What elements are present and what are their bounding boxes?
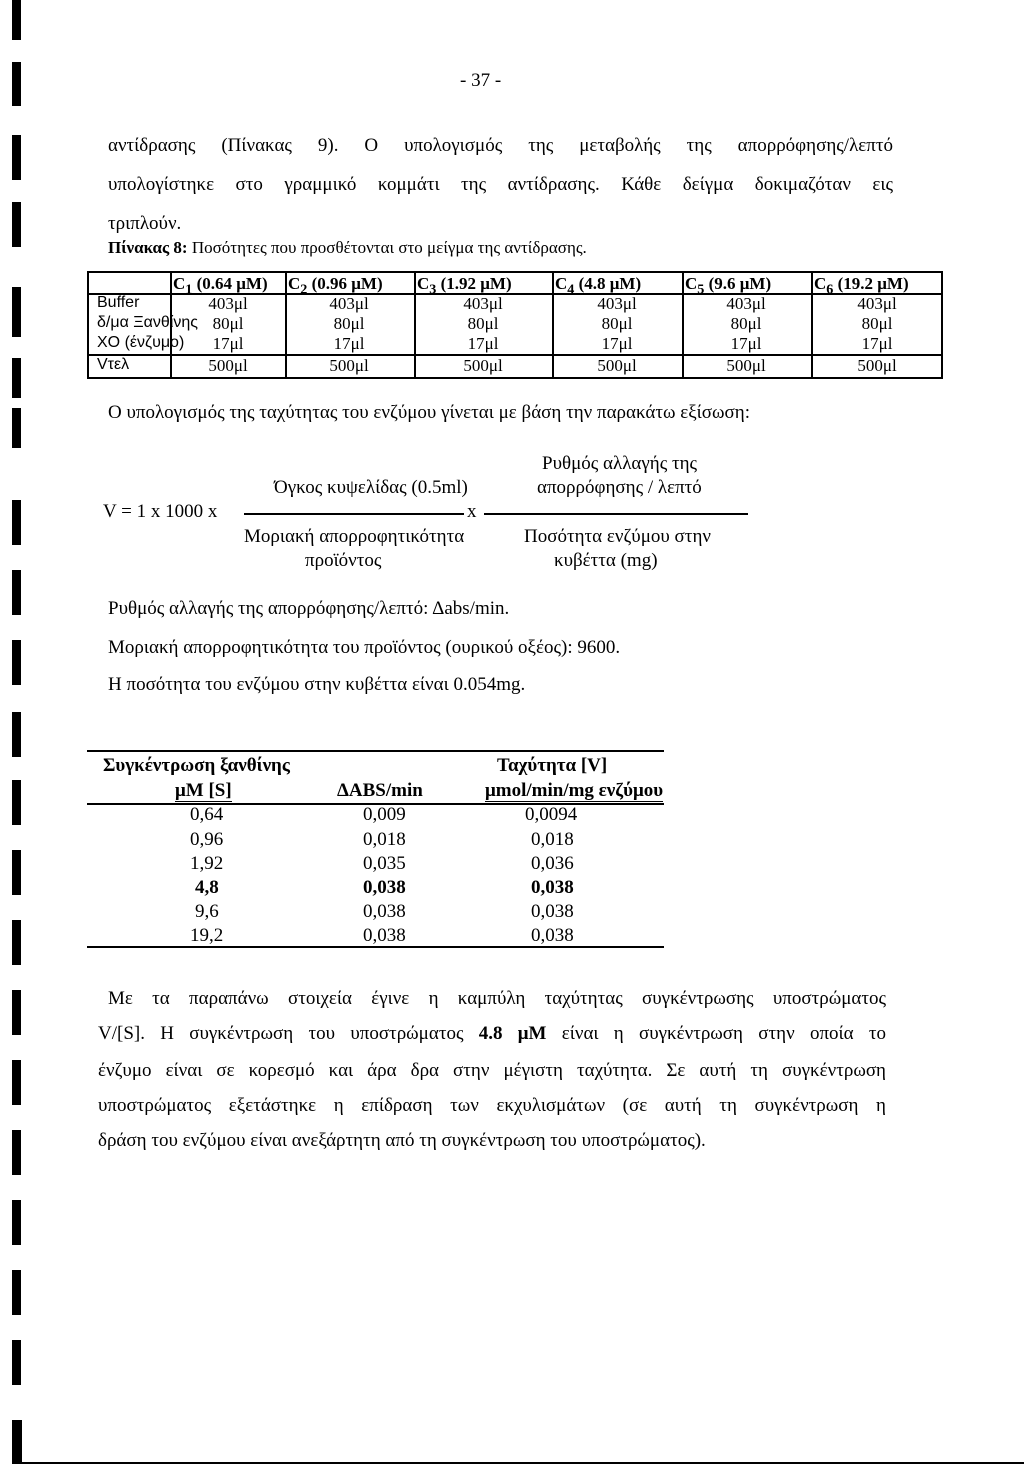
table9-header-dabs: ΔABS/min [337, 780, 423, 801]
scan-edge-bar [12, 570, 21, 615]
table9-cell-s: 9,6 [195, 901, 219, 922]
definition-line: Η ποσότητα του ενζύμου στην κυβέττα είναι 0.054mg. [108, 674, 526, 695]
table8-cell: 500μl [597, 356, 637, 375]
table8-cell: 80μl [730, 314, 762, 333]
table8-cell: 80μl [467, 314, 499, 333]
header-conc: (9.6 μM) [704, 274, 772, 293]
fraction-bar [484, 513, 748, 515]
table9-cell-dabs: 0,038 [363, 925, 406, 946]
table8-row-label: Buffer [97, 294, 140, 311]
table8-row-label: ΧΟ (ένζυμο) [97, 334, 185, 351]
table9-cell-v: 0,038 [531, 925, 574, 946]
header-subscript: 3 [429, 281, 437, 298]
table8-cell: 17μl [601, 334, 633, 353]
table8-cell: 80μl [861, 314, 893, 333]
equation-frac2-numerator: απορρόφησης / λεπτό [537, 477, 702, 498]
table8-cell: 403μl [329, 294, 369, 313]
equation-frac2-denominator: Ποσότητα ενζύμου στην [524, 526, 711, 547]
equation-frac2-numerator: Ρυθμός αλλαγής της [542, 453, 698, 474]
table8-cell: 403μl [857, 294, 897, 313]
equation-frac1-denominator: Μοριακή απορροφητικότητα [244, 526, 465, 547]
table9-cell-s: 4,8 [195, 877, 219, 898]
table9-cell-dabs: 0,038 [363, 901, 406, 922]
table9-cell-v: 0,018 [531, 829, 574, 850]
table8-cell: 17μl [467, 334, 499, 353]
scan-edge-bar [12, 202, 21, 247]
conclusion-line [98, 1095, 886, 1117]
scan-edge-bar [12, 850, 21, 895]
header-subscript: 4 [567, 281, 575, 298]
table8-cell: 80μl [601, 314, 633, 333]
table9-top-rule [87, 750, 664, 752]
table8-cell: 80μl [333, 314, 365, 333]
definition-line: Ρυθμός αλλαγής της απορρόφησης/λεπτό: Δabs/min. [108, 598, 510, 619]
scan-edge-bar [12, 920, 21, 965]
table8-border [87, 271, 89, 379]
header-conc: (0.64 μM) [192, 274, 268, 293]
table8-cell: 80μl [212, 314, 244, 333]
table8-cell: 500μl [726, 356, 766, 375]
scan-edge-bar [12, 1200, 21, 1245]
conclusion-line [98, 1023, 886, 1045]
scan-edge-bar [12, 640, 21, 685]
table8-cell: 17μl [730, 334, 762, 353]
header-conc: (4.8 μM) [574, 274, 642, 293]
table9-cell-v: 0,036 [531, 853, 574, 874]
header-symbol: C [173, 274, 186, 293]
table8-caption-label: Πίνακας 8: [108, 238, 188, 257]
table9-cell-dabs: 0,018 [363, 829, 406, 850]
table8-border [811, 271, 813, 379]
table8-border [285, 271, 287, 379]
table8-row-label: δ/μα Ξανθίνης [97, 314, 198, 331]
table8-border [682, 271, 684, 379]
table9-cell-dabs: 0,038 [363, 877, 406, 898]
table9-header-s-unit-text: μM [S] [175, 780, 232, 801]
conclusion-concentration: 4.8 μM [478, 1023, 547, 1044]
table8-border [87, 377, 943, 379]
conclusion-text: Με τα παραπάνω στοιχεία έγινε η καμπύλη ταχύτητας συγκέντρωσης υποστρώματος [108, 988, 886, 1009]
table9-header-v-unit-text: μmol/min/mg ενζύμου [485, 780, 664, 801]
header-subscript: 2 [300, 281, 308, 298]
table8-cell: 403μl [208, 294, 248, 313]
scan-edge-bar [12, 135, 21, 180]
table9-header-s-unit [175, 780, 232, 802]
table8-border [552, 271, 554, 379]
scan-edge-bar [12, 287, 21, 337]
table9-cell-s: 0,64 [190, 804, 224, 825]
equation-lhs: V = 1 x 1000 x [103, 501, 218, 522]
table9-cell-v: 0,0094 [525, 804, 578, 825]
header-subscript: 1 [185, 281, 193, 298]
table8-row-label: Vτελ [97, 356, 130, 373]
equation-frac2-denominator: κυβέττα (mg) [554, 550, 658, 571]
table9-cell-v: 0,038 [531, 877, 574, 898]
table8-cell: 500μl [857, 356, 897, 375]
table9-cell-s: 19,2 [190, 925, 224, 946]
table8-cell: 500μl [463, 356, 503, 375]
header-symbol: C [814, 274, 827, 293]
table8-cell: 17μl [212, 334, 244, 353]
conclusion-line [98, 1060, 886, 1082]
table9-cell-dabs: 0,035 [363, 853, 406, 874]
table8-caption-text: Ποσότητες που προσθέτονται στο μείγμα της αντίδρασης. [187, 238, 587, 257]
header-subscript: 6 [826, 281, 834, 298]
header-symbol: C [555, 274, 568, 293]
table8-cell: 500μl [329, 356, 369, 375]
intro-line: αντίδρασης (Πίνακας 9). Ο υπολογισμός της μεταβολής της απορρόφησης/λεπτό [108, 135, 893, 156]
conclusion-text: είναι η συγκέντρωση στην οποία το [546, 1023, 887, 1044]
scan-edge-bar [12, 1060, 21, 1105]
header-conc: (0.96 μM) [307, 274, 383, 293]
header-symbol: C [685, 274, 698, 293]
conclusion-line [98, 1130, 706, 1152]
page-number: - 37 - [460, 70, 502, 91]
table8-border [87, 271, 943, 273]
intro-line: τριπλούν. [108, 213, 182, 234]
fraction-bar [244, 513, 464, 515]
scan-edge-bar [12, 358, 21, 398]
table9-header-s: Συγκέντρωση ξανθίνης [103, 755, 290, 776]
table9-cell-dabs: 0,009 [363, 804, 406, 825]
table8-cell: 403μl [726, 294, 766, 313]
table9-header-v-unit [485, 780, 663, 802]
scan-edge-bar [12, 1270, 21, 1315]
table9-cell-v: 0,038 [531, 901, 574, 922]
equation-times: x [467, 501, 477, 522]
equation-frac1-denominator: προϊόντος [305, 550, 382, 571]
scan-edge-bar [12, 500, 21, 545]
conclusion-line [108, 988, 886, 1010]
table8-cell: 403μl [463, 294, 503, 313]
table8 [87, 271, 943, 379]
conclusion-text: υποστρώματος εξετάστηκε η επίδραση των εκχυλισμάτων (σε αυτή τη συγκέντρωση η [98, 1095, 886, 1116]
scan-edge-bottom [22, 1462, 1024, 1464]
scan-edge-bar [12, 0, 21, 40]
scan-edge-bar [12, 712, 21, 757]
conclusion-text: V/[S]. Η συγκέντρωση του υποστρώματος [98, 1023, 479, 1044]
conclusion-text: ένζυμο είναι σε κορεσμό και άρα δρα στην μέγιστη ταχύτητα. Σε αυτή τη συγκέντρωση [98, 1060, 886, 1081]
intro-line: υπολογίστηκε στο γραμμικό κομμάτι της αντίδρασης. Κάθε δείγμα δοκιμαζόταν εις [108, 174, 893, 195]
table9-bottom-rule [87, 946, 664, 948]
table9-header-v: Ταχύτητα [V] [497, 755, 608, 776]
equation-frac1-numerator: Όγκος κυψελίδας (0.5ml) [274, 477, 468, 498]
scan-edge-bar [12, 408, 21, 448]
definition-line: Μοριακή απορροφητικότητα του προϊόντος (ουρικού οξέος): 9600. [108, 637, 621, 658]
header-conc: (19.2 μM) [833, 274, 909, 293]
table9-cell-s: 0,96 [190, 829, 224, 850]
header-conc: (1.92 μM) [436, 274, 512, 293]
header-symbol: C [288, 274, 301, 293]
table8-cell: 500μl [208, 356, 248, 375]
scan-edge-corner [12, 1420, 22, 1464]
scan-edge-bar [12, 990, 21, 1035]
table8-cell: 17μl [333, 334, 365, 353]
table8-border [414, 271, 416, 379]
scan-edge-bar [12, 780, 21, 825]
table8-caption [108, 238, 587, 258]
header-symbol: C [417, 274, 430, 293]
table8-border [941, 271, 943, 379]
table8-cell: 403μl [597, 294, 637, 313]
conclusion-text: δράση του ενζύμου είναι ανεξάρτητη από τη συγκέντρωση του υποστρώματος). [98, 1130, 706, 1151]
table8-cell: 17μl [861, 334, 893, 353]
table9-cell-s: 1,92 [190, 853, 224, 874]
scan-edge-bar [12, 1130, 21, 1175]
equation-intro: Ο υπολογισμός της ταχύτητας του ενζύμου γίνεται με βάση την παρακάτω εξίσωση: [108, 402, 750, 423]
scan-edge-bar [12, 62, 21, 106]
header-subscript: 5 [697, 281, 705, 298]
scan-edge-bar [12, 1340, 21, 1385]
